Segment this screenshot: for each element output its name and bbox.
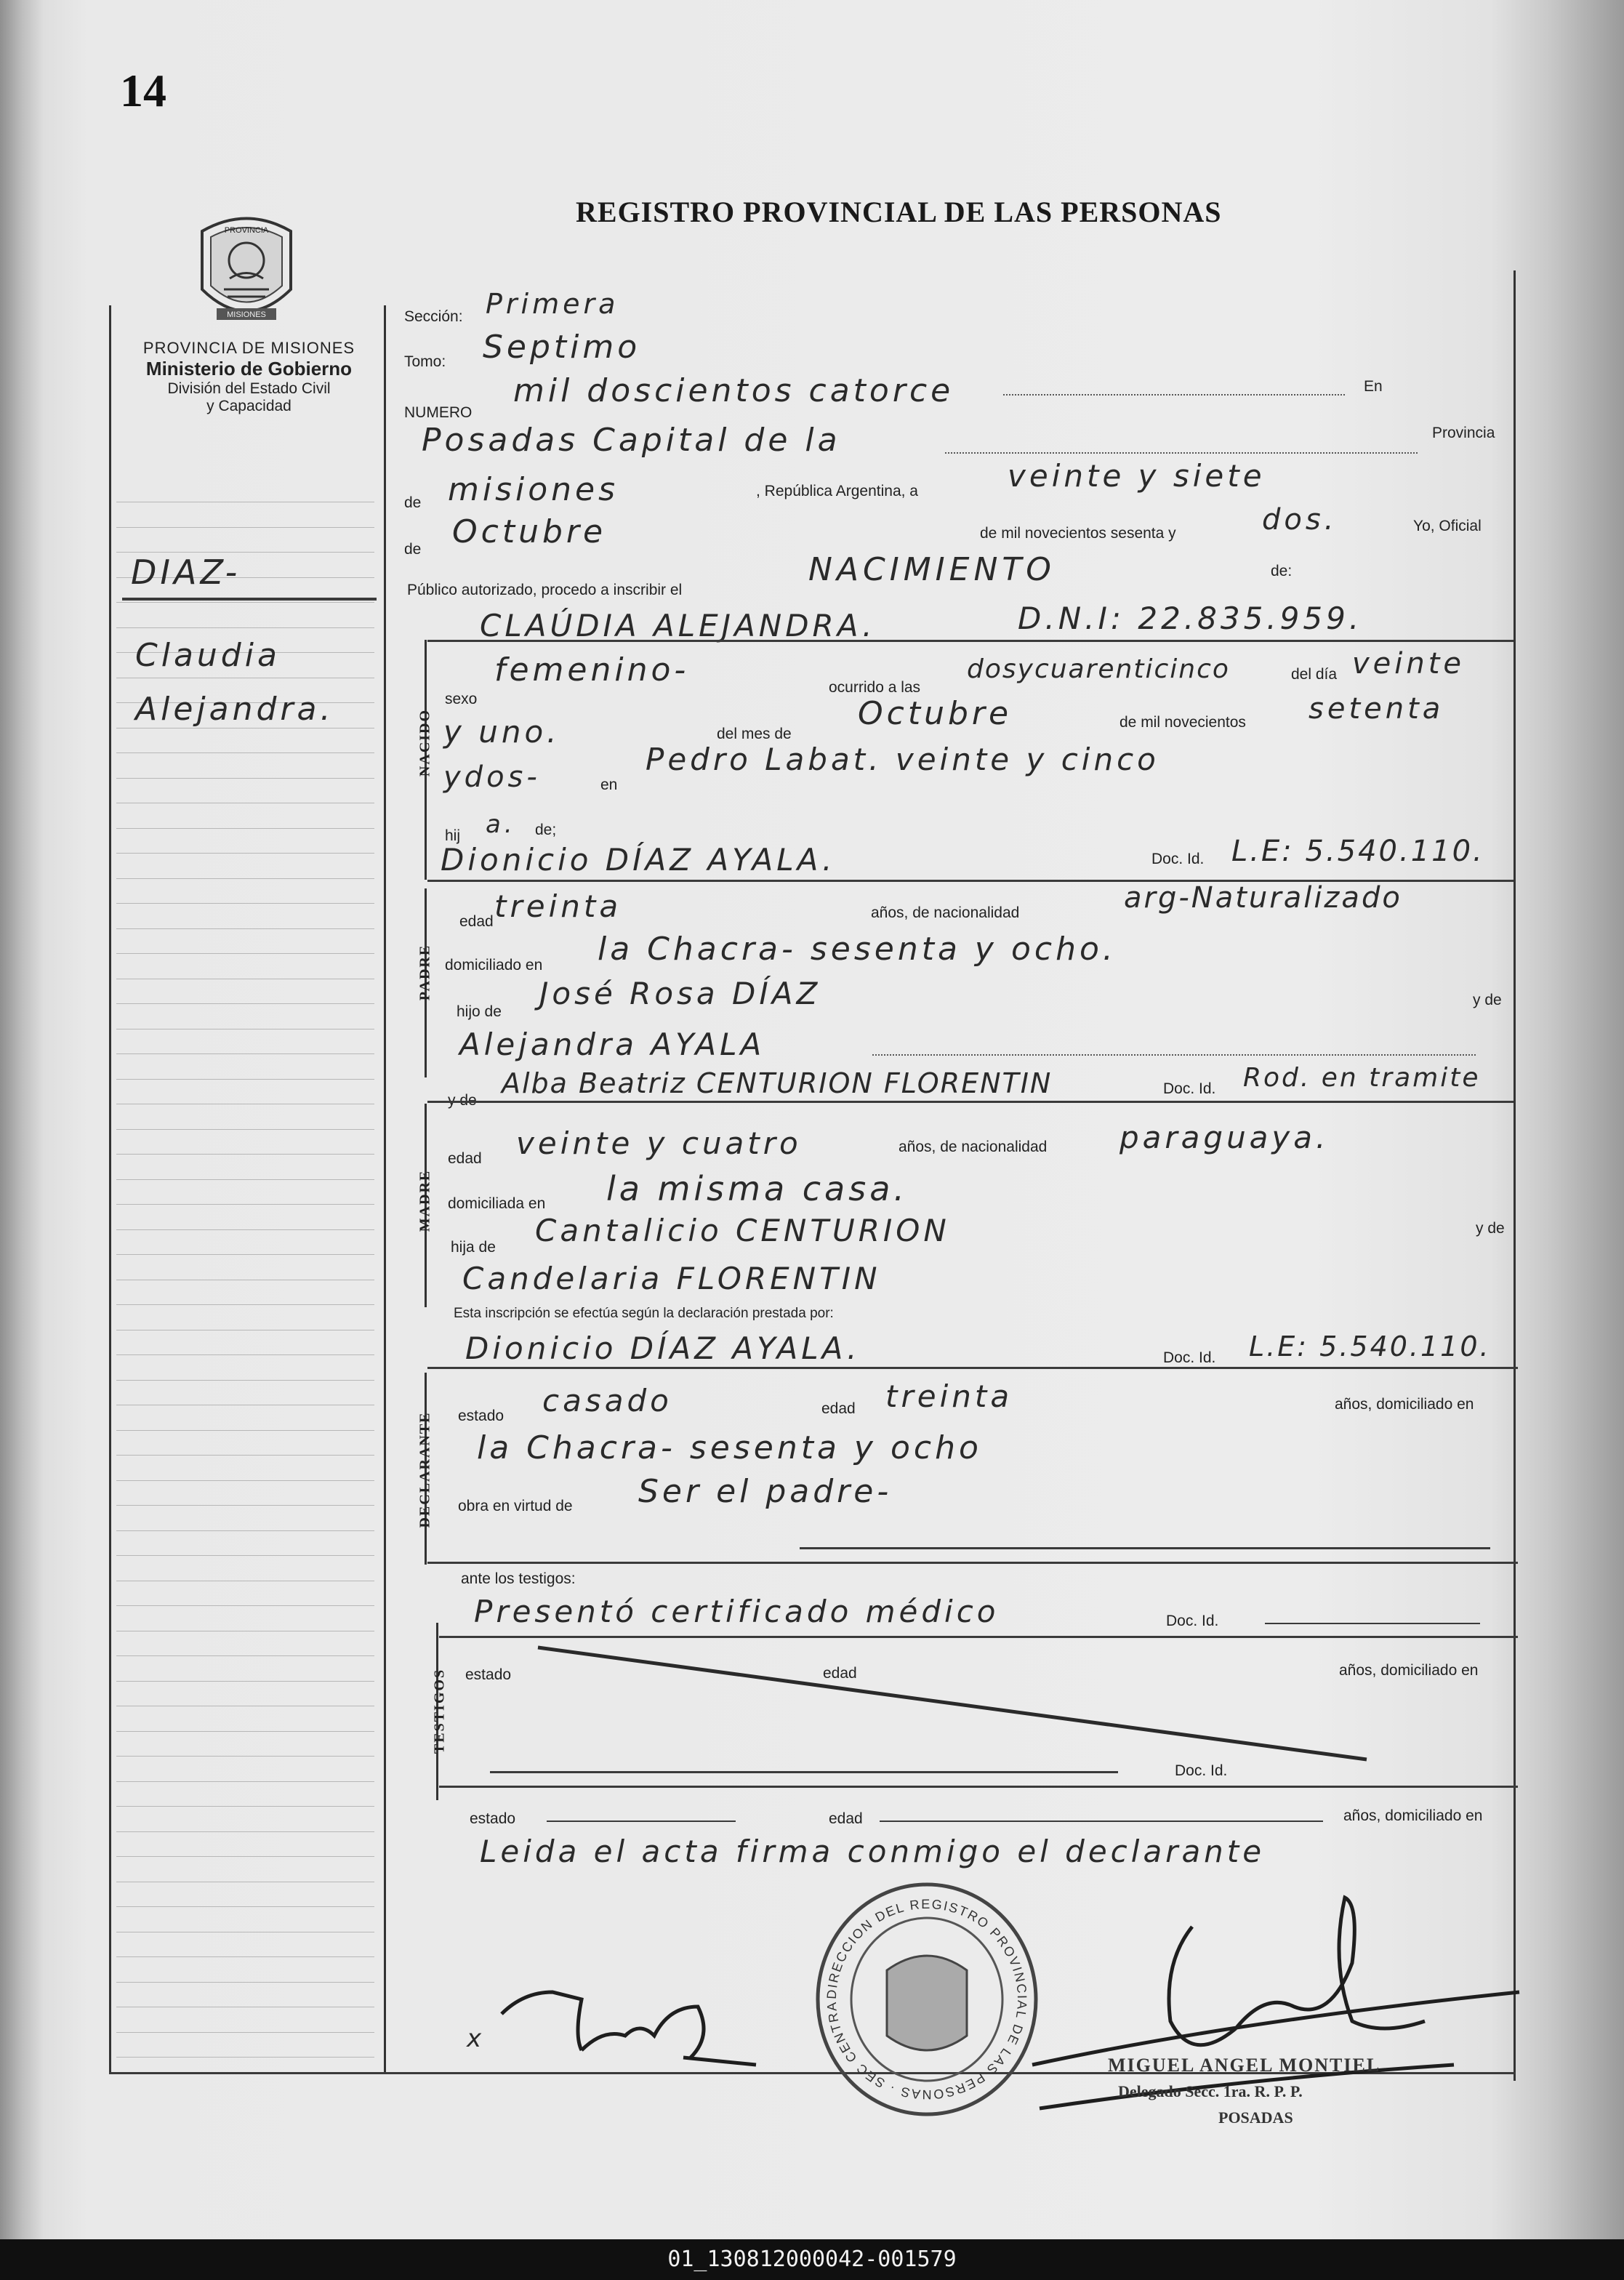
- margin-surname: DIAZ-: [131, 553, 241, 592]
- label-ocurrido: ocurrido a las: [829, 679, 921, 696]
- label-nacionalidad-madre: años, de nacionalidad: [899, 1139, 1048, 1155]
- label-y-de-madre: y de: [448, 1092, 477, 1109]
- label-edad-testigo2: edad: [829, 1810, 863, 1827]
- label-domiciliada: domiciliada en: [448, 1195, 546, 1212]
- value-dni: D.N.I: 22.835.959.: [1018, 601, 1363, 636]
- label-testigos: TESTIGOS: [431, 1668, 448, 1754]
- value-padre-domicilio: la Chacra- sesenta y ocho.: [598, 931, 1117, 968]
- label-ante-testigos: ante los testigos:: [461, 1570, 576, 1587]
- label-de-colon: de:: [1271, 563, 1293, 579]
- ministry-name: Ministerio de Gobierno: [145, 358, 353, 380]
- label-de-semi: de;: [535, 822, 557, 838]
- ministry-capacity: y Capacidad: [206, 398, 292, 414]
- value-anio-nac: setenta: [1309, 692, 1444, 726]
- value-padre-y-de: Alejandra AYALA: [459, 1027, 765, 1062]
- label-estado-declarante: estado: [458, 1408, 505, 1424]
- label-doc-id-declarante: Doc. Id.: [1163, 1349, 1216, 1366]
- value-seccion: Primera: [486, 288, 619, 320]
- value-dia: veinte y siete: [1008, 458, 1266, 494]
- value-testigos-nota: Presentó certificado médico: [474, 1594, 1000, 1629]
- value-tomo: Septimo: [483, 329, 641, 366]
- value-declarante-nombre: Dionicio DÍAZ AYALA.: [465, 1330, 861, 1366]
- signature-mark: x: [467, 2024, 486, 2053]
- value-acto: NACIMIENTO: [808, 551, 1056, 588]
- label-declarante: DECLARANTE: [417, 1411, 433, 1528]
- value-mes-nac: Octubre: [858, 695, 1013, 732]
- label-hijo-de: hijo de: [457, 1003, 502, 1020]
- margin-given-name-2: Alejandra.: [135, 691, 334, 728]
- official-seal: [807, 1876, 1047, 2123]
- value-madre-doc: Rod. en tramite: [1243, 1063, 1481, 1093]
- page-number: 14: [120, 65, 166, 116]
- seal-text: DIRECCION DEL REGISTRO PROVINCIAL DE LAS PERSONAS · SEC CENTRA: [824, 1896, 1030, 2103]
- label-seccion: Sección:: [404, 308, 463, 325]
- label-esta-inscripcion: Esta inscripción se efectúa según la declaración prestada por:: [454, 1306, 834, 1321]
- label-provincia: Provincia: [1432, 425, 1495, 441]
- label-nacido: NACIDO: [417, 708, 433, 777]
- label-obra: obra en virtud de: [458, 1498, 573, 1514]
- label-doc-id-madre: Doc. Id.: [1163, 1080, 1216, 1097]
- value-provincia: misiones: [448, 471, 619, 508]
- value-padre-edad: treinta: [494, 888, 622, 924]
- label-madre: MADRE: [417, 1169, 433, 1232]
- value-madre-nombre: Alba Beatriz CENTURION FLORENTIN: [502, 1067, 1053, 1099]
- value-padre-nombre: Dionicio DÍAZ AYALA.: [441, 842, 836, 878]
- value-madre-hija-de: Cantalicio CENTURION: [535, 1213, 950, 1248]
- value-anio: dos.: [1262, 503, 1338, 537]
- label-y-de-padre: y de: [1473, 992, 1502, 1008]
- label-y-de-madre-end: y de: [1476, 1220, 1505, 1237]
- value-padre-hijo-de: José Rosa DÍAZ: [539, 976, 821, 1011]
- label-hij: hij: [445, 827, 461, 844]
- label-estado-testigo2: estado: [470, 1810, 516, 1827]
- emblem-top-text: PROVINCIA: [224, 226, 269, 235]
- value-hij-suffix: a.: [486, 810, 516, 839]
- label-edad-padre: edad: [459, 913, 494, 930]
- value-declarante-edad: treinta: [885, 1378, 1013, 1414]
- value-declarante-domicilio: la Chacra- sesenta y ocho: [477, 1429, 982, 1466]
- label-nacionalidad-padre: años, de nacionalidad: [871, 904, 1020, 921]
- value-padre-nacionalidad: arg-Naturalizado: [1124, 881, 1402, 915]
- label-de: de: [404, 494, 422, 511]
- label-hija-de: hija de: [451, 1239, 496, 1256]
- label-yo-oficial: Yo, Oficial: [1413, 518, 1482, 534]
- label-domiciliado-padre: domiciliado en: [445, 957, 543, 974]
- label-de-mil-2: de mil novecientos: [1119, 714, 1246, 731]
- label-edad-madre: edad: [448, 1150, 482, 1167]
- value-padre-doc: L.E: 5.540.110.: [1231, 835, 1484, 868]
- declarant-signature: [502, 1992, 756, 2065]
- footer-id: 01_130812000042-001579: [0, 2239, 1624, 2280]
- value-madre-edad: veinte y cuatro: [516, 1125, 802, 1161]
- label-sexo: sexo: [445, 691, 478, 707]
- label-estado-testigo1: estado: [465, 1666, 512, 1683]
- label-padre: PADRE: [417, 944, 433, 1001]
- header-title: REGISTRO PROVINCIAL DE LAS PERSONAS: [576, 196, 1222, 228]
- value-declarante-obra: Ser el padre-: [638, 1473, 893, 1510]
- value-nombre-nacido: CLAÚDIA ALEJANDRA.: [480, 608, 876, 643]
- value-mes: Octubre: [452, 513, 607, 550]
- ministry-division: División del Estado Civil: [167, 380, 331, 397]
- value-sexo: femenino-: [494, 651, 690, 689]
- label-de-mes: de: [404, 541, 422, 558]
- label-doc-id-padre: Doc. Id.: [1151, 851, 1205, 867]
- stamp-name: MIGUEL ANGEL MONTIEL: [1108, 2055, 1381, 2076]
- label-doc-id-testigo2: Doc. Id.: [1175, 1762, 1228, 1779]
- label-en: En: [1364, 378, 1383, 395]
- value-hora: dosycuarenticinco: [967, 654, 1230, 684]
- label-del-dia: del día: [1291, 666, 1338, 683]
- witness-strikeout-line: [538, 1647, 1367, 1759]
- label-publico: Público autorizado, procedo a inscribir el: [407, 582, 683, 598]
- emblem-bottom-text: MISIONES: [227, 310, 266, 319]
- label-en-lugar: en: [600, 776, 618, 793]
- label-republica: , República Argentina, a: [756, 483, 918, 499]
- label-doc-id-testigo1: Doc. Id.: [1166, 1613, 1219, 1629]
- label-numero: NUMERO: [404, 404, 473, 421]
- label-anos-dom-testigo1: años, domiciliado en: [1339, 1662, 1479, 1679]
- label-tomo: Tomo:: [404, 353, 446, 370]
- label-anos-dom-testigo2: años, domiciliado en: [1343, 1807, 1483, 1824]
- value-lugar: Posadas Capital de la: [422, 422, 841, 459]
- label-edad-declarante: edad: [821, 1400, 856, 1417]
- value-declarante-estado: casado: [542, 1383, 672, 1418]
- value-madre-y-de: Candelaria FLORENTIN: [462, 1261, 881, 1296]
- label-del-mes: del mes de: [717, 726, 792, 742]
- ministry-province: PROVINCIA DE MISIONES: [142, 339, 355, 357]
- value-testigos-cierre: Leida el acta firma conmigo el declarante: [480, 1834, 1266, 1869]
- stamp-city: POSADAS: [1218, 2108, 1293, 2127]
- value-declarante-doc: L.E: 5.540.110.: [1249, 1330, 1491, 1362]
- label-edad-testigo1: edad: [823, 1665, 857, 1682]
- value-numero: mil doscientos catorce: [513, 372, 954, 409]
- value-madre-domicilio: la misma casa.: [606, 1169, 909, 1208]
- value-dia-nac-2: y uno.: [443, 714, 560, 750]
- margin-given-name-1: Claudia: [135, 637, 281, 674]
- label-de-mil: de mil novecientos sesenta y: [980, 525, 1176, 542]
- value-anio-nac-2: ydos-: [443, 760, 541, 794]
- value-madre-nacionalidad: paraguaya.: [1119, 1120, 1330, 1155]
- official-signature: [1032, 1898, 1519, 2108]
- value-dia-nac: veinte: [1352, 647, 1466, 681]
- stamp-role: Delegado Secc. 1ra. R. P. P.: [1118, 2082, 1303, 2100]
- value-lugar-nac: Pedro Labat. veinte y cinco: [646, 742, 1159, 777]
- label-anos-dom-declarante: años, domiciliado en: [1335, 1396, 1474, 1413]
